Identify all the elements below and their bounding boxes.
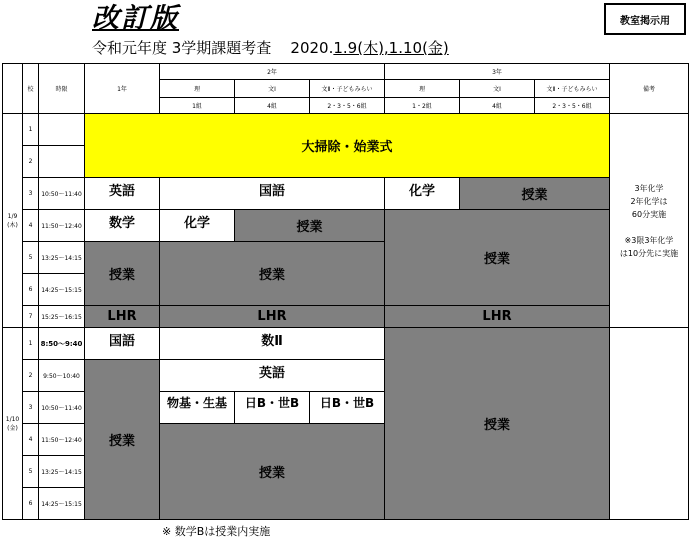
g3-track-humanities1: 文Ⅰ xyxy=(460,80,535,98)
day1-g2-p4-class: 授業 xyxy=(235,210,385,242)
day1-time-5: 13:25～14:15 xyxy=(39,242,85,274)
g3-class-humanities2: 2・3・5・6組 xyxy=(535,98,610,114)
day2-time-2: 9:50～10:40 xyxy=(39,360,85,392)
day1-g2-p4-chem: 化学 xyxy=(160,210,235,242)
g2-class-science: 1組 xyxy=(160,98,235,114)
g2-class-humanities2: 2・3・5・6組 xyxy=(310,98,385,114)
page-title: 改訂版 xyxy=(92,3,179,34)
day2-time-5: 13:25～14:15 xyxy=(39,456,85,488)
day2-period-4: 4 xyxy=(23,424,39,456)
day2-g1-p2-6: 授業 xyxy=(85,360,160,520)
day2-g2-p4-6: 授業 xyxy=(160,424,385,520)
grade2-header: 2年 xyxy=(160,64,385,80)
g3-class-science: 1・2組 xyxy=(385,98,460,114)
day2-g1-p1: 国語 xyxy=(85,328,160,360)
g3-track-science: 理 xyxy=(385,80,460,98)
subtitle-dates: 1.9(木),1.10(金) xyxy=(333,39,449,57)
day1-time-4: 11:50～12:40 xyxy=(39,210,85,242)
day1-g1-p5-6: 授業 xyxy=(85,242,160,306)
g2-track-science: 理 xyxy=(160,80,235,98)
day1-period-5: 5 xyxy=(23,242,39,274)
day1-note-line: 60分実施 xyxy=(631,209,667,219)
day1-g2-p5-6: 授業 xyxy=(160,242,385,306)
day2-period-5: 5 xyxy=(23,456,39,488)
day2-time-6: 14:25～15:15 xyxy=(39,488,85,520)
g2-track-humanities1: 文Ⅰ xyxy=(235,80,310,98)
day1-note-line: 2年化学は xyxy=(630,196,668,206)
exam-schedule-table xyxy=(2,63,689,520)
day1-period-1: 1 xyxy=(23,114,39,146)
day2-label: 1/10 (金) xyxy=(3,328,23,520)
day2-time-4: 11:50～12:40 xyxy=(39,424,85,456)
order-header: 校 xyxy=(23,64,39,114)
notes-header: 備考 xyxy=(610,64,689,114)
day1-period-7: 7 xyxy=(23,306,39,328)
day1-time-6: 14:25～15:15 xyxy=(39,274,85,306)
day1-time-3: 10:50～11:40 xyxy=(39,178,85,210)
day1-period-6: 6 xyxy=(23,274,39,306)
day2-period-6: 6 xyxy=(23,488,39,520)
day1-g2-lhr: LHR xyxy=(160,306,385,328)
day2-period-3: 3 xyxy=(23,392,39,424)
day1-g3-p3-chem: 化学 xyxy=(385,178,460,210)
day1-period-4: 4 xyxy=(23,210,39,242)
day-header xyxy=(3,64,23,114)
g2-track-humanities2: 文Ⅱ・子どもみらい xyxy=(310,80,385,98)
day2-g2-p3-science: 物基・生基 xyxy=(160,392,235,424)
grade1-header: 1年 xyxy=(85,64,160,114)
day1-g3-lhr: LHR xyxy=(385,306,610,328)
grade3-header: 3年 xyxy=(385,64,610,80)
day1-note-line: は10分先に実施 xyxy=(619,248,679,258)
day1-g1-lhr: LHR xyxy=(85,306,160,328)
day1-label: 1/9 (木) xyxy=(3,114,23,328)
day1-time-2 xyxy=(39,146,85,178)
g3-class-humanities1: 4組 xyxy=(460,98,535,114)
g2-class-humanities1: 4組 xyxy=(235,98,310,114)
day2-g2-p3-hum2: 日B・世B xyxy=(310,392,385,424)
time-header: 時限 xyxy=(39,64,85,114)
day1-g3-p3-class: 授業 xyxy=(460,178,610,210)
day2-g2-p3-hum1: 日B・世B xyxy=(235,392,310,424)
day2-period-1: 1 xyxy=(23,328,39,360)
day2-g3-class: 授業 xyxy=(385,328,610,520)
day2-time-1: 8:50～9:40 xyxy=(39,328,85,360)
day1-note-line: 3年化学 xyxy=(634,183,664,193)
day1-g2-p3: 国語 xyxy=(160,178,385,210)
day1-g3-p4-6-class: 授業 xyxy=(385,210,610,306)
day2-g2-p2: 英語 xyxy=(160,360,385,392)
classroom-display-badge: 教室掲示用 xyxy=(604,3,686,35)
day2-period-2: 2 xyxy=(23,360,39,392)
day1-time-7: 15:25～16:15 xyxy=(39,306,85,328)
footnote: ※ 数学Bは授業内実施 xyxy=(162,525,271,538)
page-subtitle xyxy=(92,38,449,58)
day1-period-3: 3 xyxy=(23,178,39,210)
day1-g1-p4: 数学 xyxy=(85,210,160,242)
subtitle-year: 2020. xyxy=(290,39,334,57)
day1-note-line: ※3限3年化学 xyxy=(624,235,674,245)
g3-track-humanities2: 文Ⅱ・子どもみらい xyxy=(535,80,610,98)
day2-g2-p1: 数Ⅱ xyxy=(160,328,385,360)
day1-g1-p3: 英語 xyxy=(85,178,160,210)
day1-time-1 xyxy=(39,114,85,146)
day1-period-2: 2 xyxy=(23,146,39,178)
day2-time-3: 10:50～11:40 xyxy=(39,392,85,424)
day1-notes xyxy=(610,114,689,328)
day2-notes xyxy=(610,328,689,520)
day1-ceremony-cell: 大掃除・始業式 xyxy=(85,114,610,178)
subtitle-exam-name: 令和元年度 3学期課題考査 xyxy=(92,39,272,57)
